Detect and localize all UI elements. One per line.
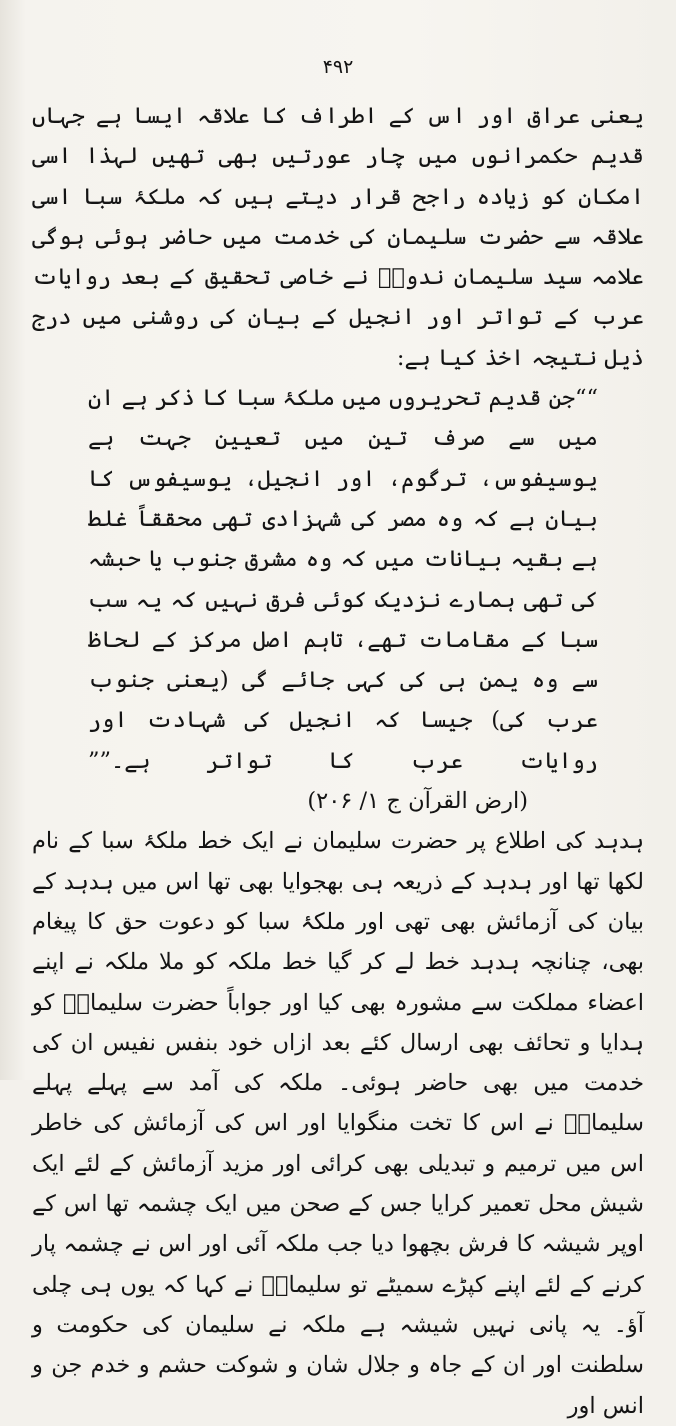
block-quote (88, 378, 598, 821)
paragraph-intro: یعنی عراق اور اس کے اطراف کا علاقہ ایسا ہے جہاں قدیم حکمرانوں میں چار عورتیں بھی تھیں لہذا اسی امکان کو زیادہ راجح قرار دیتے ہیں کہ ملکۂ سبا اسی علاقہ سے حضرت سلیمان کی خدمت میں حاضر ہوئی ہوگی علامہ سید سلیمان ندویؒ نے خاصی تحقیق کے بعد روایات عرب کے تواتر اور انجیل کے بیان کی روشنی میں درج ذیل نتیجہ اخذ کیا ہے: (32, 103, 644, 371)
quote-citation: (ارض القرآن ج ۱/ ۲۰۶) (307, 788, 528, 815)
page-body (32, 96, 644, 1426)
quote-text: ““جن قدیم تحریروں میں ملکۂ سبا کا ذکر ہے ان میں سے صرف تین میں تعیین جہت ہے یوسیفوس، ترگوم، اور انجیل، یوسیفوس کا بیان ہے کہ وہ مصر کی شہزادی تھی محققاً غلط ہے بقیہ بیانات میں کہ وہ مشرق جنوب یا حبشہ کی تھی ہمارے نزدیک کوئی فرق نہیں کہ یہ سب سبا کے مقامات تھے، تاہم اصل مرکز کے لحاظ سے وہ یمن ہی کی کہی جائے گی (یعنی جنوب عرب کی) جیسا کہ انجیل کی شہادت اور روایات عرب کا تواتر ہے۔”” (88, 385, 598, 774)
page-number: ۴۹۲ (322, 56, 354, 78)
paragraph-hoopoe-letter: ہدہد کی اطلاع پر حضرت سلیمان نے ایک خط ملکۂ سبا کے نام لکھا تھا اور ہدہد کے ذریعہ ہی بھجوایا بھی تھا اس میں ہدہد کے بیان کی آزمائش بھی تھی اور ملکۂ سبا کو دعوت حق کا پیغام بھی، چنانچہ ہدہد خط لے کر گیا خط ملکہ کو ملا ملکہ نے اپنے اعضاء مملکت سے مشورہ بھی کیا اور جواباً حضرت سلیمانؑ کو ہدایا و تحائف بھی ارسال کئے بعد ازاں خود بنفس نفیس ان کی خدمت میں بھی حاضر ہوئی۔ ملکہ کی آمد سے پہلے پہلے سلیمانؑ نے اس کا تخت منگوایا اور اس کی آزمائش کی خاطر اس میں ترمیم و تبدیلی بھی کرائی اور مزید آزمائش کے لئے ایک شیش محل تعمیر کرایا جس کے صحن میں ایک چشمہ تھا اس کے اوپر شیشہ کا فرش بچھوا دیا جب ملکہ آئی اور اس نے چشمہ پار کرنے کے لئے اپنے کپڑے سمیٹے تو سلیمانؑ نے کہا کہ یوں ہی چلی آؤ۔ یہ پانی نہیں شیشہ ہے ملکہ نے سلیمان کی حکومت و سلطنت اور ان کے جاہ و جلال شان و شوکت حشم و خدم جن و انس اور (32, 828, 644, 1419)
